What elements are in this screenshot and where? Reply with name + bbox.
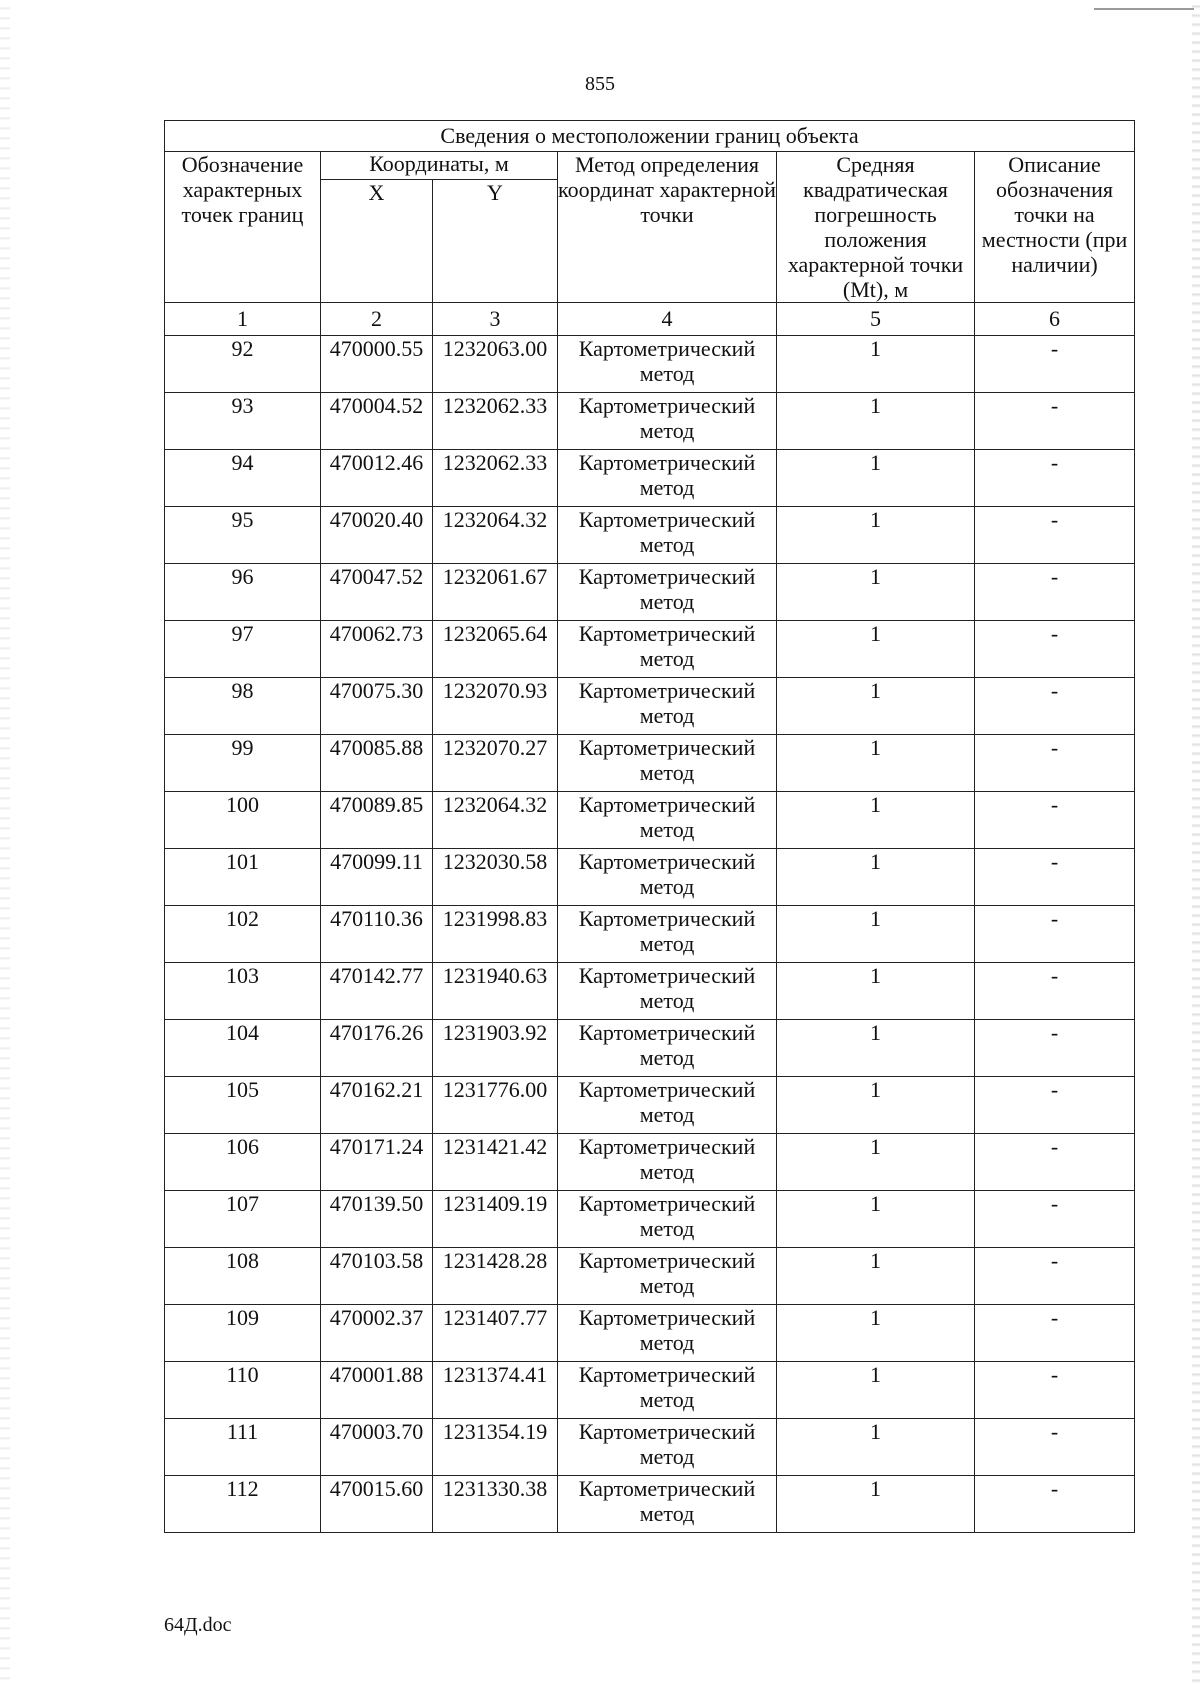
method-text-line: метод — [639, 760, 695, 785]
description-cell: - — [975, 1305, 1135, 1362]
coord-y-cell: 1232061.67 — [433, 564, 558, 621]
table-row — [165, 1362, 1135, 1419]
coord-x-cell: 470062.73 — [321, 621, 433, 678]
coord-y-cell: 1231409.19 — [433, 1191, 558, 1248]
table-row — [165, 507, 1135, 564]
coord-y-cell: 1231354.19 — [433, 1419, 558, 1476]
method-text-line: Картометрический — [578, 735, 756, 760]
point-designation-cell: 107 — [165, 1191, 321, 1248]
method-text-line: метод — [639, 1444, 695, 1469]
method-cell — [558, 1476, 777, 1533]
table-row — [165, 1020, 1135, 1077]
point-designation-cell: 106 — [165, 1134, 321, 1191]
point-designation-cell: 109 — [165, 1305, 321, 1362]
column-number: 4 — [558, 303, 777, 336]
method-cell — [558, 792, 777, 849]
description-cell: - — [975, 1419, 1135, 1476]
coord-y-cell: 1231421.42 — [433, 1134, 558, 1191]
method-cell — [558, 963, 777, 1020]
description-cell: - — [975, 507, 1135, 564]
mean-error-cell: 1 — [777, 1191, 975, 1248]
coord-x-cell: 470012.46 — [321, 450, 433, 507]
description-cell: - — [975, 1077, 1135, 1134]
coord-y-cell: 1232063.00 — [433, 336, 558, 393]
coord-y-cell: 1232062.33 — [433, 450, 558, 507]
method-text-line: метод — [639, 703, 695, 728]
point-designation-cell: 108 — [165, 1248, 321, 1305]
method-text-line: Картометрический — [578, 1362, 756, 1387]
coord-x-cell: 470000.55 — [321, 336, 433, 393]
method-cell — [558, 678, 777, 735]
point-designation-cell: 97 — [165, 621, 321, 678]
method-text-line: Картометрический — [578, 1419, 756, 1444]
method-cell — [558, 1362, 777, 1419]
column-number: 1 — [165, 303, 321, 336]
scan-mark — [1094, 8, 1194, 10]
coord-y-cell: 1231940.63 — [433, 963, 558, 1020]
table-row — [165, 1077, 1135, 1134]
column-number: 5 — [777, 303, 975, 336]
method-cell — [558, 336, 777, 393]
mean-error-cell: 1 — [777, 849, 975, 906]
method-text-line: метод — [639, 532, 695, 557]
method-text-line: метод — [639, 1273, 695, 1298]
method-cell — [558, 1077, 777, 1134]
method-cell — [558, 1248, 777, 1305]
coord-x-cell: 470110.36 — [321, 906, 433, 963]
coord-x-cell: 470004.52 — [321, 393, 433, 450]
coord-x-cell: 470142.77 — [321, 963, 433, 1020]
method-cell — [558, 564, 777, 621]
point-designation-cell: 101 — [165, 849, 321, 906]
coord-y-cell: 1231776.00 — [433, 1077, 558, 1134]
header-method: Метод определения координат характерной точки — [558, 152, 777, 303]
method-text-line: метод — [639, 1216, 695, 1241]
mean-error-cell: 1 — [777, 792, 975, 849]
method-text-line: Картометрический — [578, 849, 756, 874]
point-designation-cell: 93 — [165, 393, 321, 450]
table-body — [165, 336, 1135, 1533]
table-row — [165, 1248, 1135, 1305]
mean-error-cell: 1 — [777, 678, 975, 735]
method-text-line: Картометрический — [578, 963, 756, 988]
coord-y-cell: 1231998.83 — [433, 906, 558, 963]
table-row — [165, 1419, 1135, 1476]
table-row — [165, 849, 1135, 906]
mean-error-cell: 1 — [777, 735, 975, 792]
coord-x-cell: 470171.24 — [321, 1134, 433, 1191]
method-text-line: метод — [639, 1501, 695, 1526]
method-text-line: Картометрический — [578, 792, 756, 817]
mean-error-cell: 1 — [777, 963, 975, 1020]
header-y: Y — [433, 179, 558, 302]
method-cell — [558, 621, 777, 678]
method-cell — [558, 1134, 777, 1191]
mean-error-cell: 1 — [777, 393, 975, 450]
description-cell: - — [975, 735, 1135, 792]
point-designation-cell: 110 — [165, 1362, 321, 1419]
table-row — [165, 621, 1135, 678]
scan-edge-right — [1192, 0, 1200, 1686]
coord-y-cell: 1231330.38 — [433, 1476, 558, 1533]
point-designation-cell: 111 — [165, 1419, 321, 1476]
method-text-line: Картометрический — [578, 336, 756, 361]
description-cell: - — [975, 906, 1135, 963]
coord-x-cell: 470139.50 — [321, 1191, 433, 1248]
coord-x-cell: 470162.21 — [321, 1077, 433, 1134]
mean-error-cell: 1 — [777, 1305, 975, 1362]
coord-x-cell: 470089.85 — [321, 792, 433, 849]
coord-y-cell: 1231428.28 — [433, 1248, 558, 1305]
description-cell: - — [975, 450, 1135, 507]
point-designation-cell: 112 — [165, 1476, 321, 1533]
method-cell — [558, 735, 777, 792]
method-cell — [558, 1419, 777, 1476]
column-number: 6 — [975, 303, 1135, 336]
mean-error-cell: 1 — [777, 336, 975, 393]
coord-y-cell: 1232070.93 — [433, 678, 558, 735]
method-text-line: метод — [639, 361, 695, 386]
column-number: 2 — [321, 303, 433, 336]
mean-error-cell: 1 — [777, 1134, 975, 1191]
method-text-line: Картометрический — [578, 450, 756, 475]
method-text-line: Картометрический — [578, 1305, 756, 1330]
table-row — [165, 1305, 1135, 1362]
mean-error-cell: 1 — [777, 621, 975, 678]
method-text-line: Картометрический — [578, 1134, 756, 1159]
header-mean-error: Средняя квадратическая погрешность положения характерной точки (Mt), м — [777, 152, 975, 303]
mean-error-cell: 1 — [777, 564, 975, 621]
coord-y-cell: 1231407.77 — [433, 1305, 558, 1362]
coord-x-cell: 470003.70 — [321, 1419, 433, 1476]
point-designation-cell: 94 — [165, 450, 321, 507]
description-cell: - — [975, 678, 1135, 735]
coord-y-cell: 1231374.41 — [433, 1362, 558, 1419]
table-row — [165, 906, 1135, 963]
method-text-line: метод — [639, 1330, 695, 1355]
method-text-line: метод — [639, 418, 695, 443]
method-cell — [558, 450, 777, 507]
table-row — [165, 792, 1135, 849]
table-row — [165, 1476, 1135, 1533]
description-cell: - — [975, 1248, 1135, 1305]
mean-error-cell: 1 — [777, 507, 975, 564]
coord-x-cell: 470020.40 — [321, 507, 433, 564]
method-text-line: метод — [639, 988, 695, 1013]
method-text-line: метод — [639, 1387, 695, 1412]
description-cell: - — [975, 1476, 1135, 1533]
method-text-line: Картометрический — [578, 1476, 756, 1501]
description-cell: - — [975, 963, 1135, 1020]
point-designation-cell: 99 — [165, 735, 321, 792]
method-text-line: метод — [639, 1045, 695, 1070]
mean-error-cell: 1 — [777, 1077, 975, 1134]
description-cell: - — [975, 621, 1135, 678]
coord-x-cell: 470015.60 — [321, 1476, 433, 1533]
description-cell: - — [975, 792, 1135, 849]
description-cell: - — [975, 1134, 1135, 1191]
point-designation-cell: 100 — [165, 792, 321, 849]
mean-error-cell: 1 — [777, 1419, 975, 1476]
coord-x-cell: 470047.52 — [321, 564, 433, 621]
method-text-line: метод — [639, 1102, 695, 1127]
description-cell: - — [975, 564, 1135, 621]
point-designation-cell: 103 — [165, 963, 321, 1020]
coord-y-cell: 1232070.27 — [433, 735, 558, 792]
method-text-line: Картометрический — [578, 621, 756, 646]
coord-x-cell: 470075.30 — [321, 678, 433, 735]
header-point-description: Описание обозначения точки на местности (при наличии) — [975, 152, 1135, 303]
method-text-line: Картометрический — [578, 1248, 756, 1273]
method-cell — [558, 1191, 777, 1248]
method-text-line: Картометрический — [578, 393, 756, 418]
method-text-line: метод — [639, 475, 695, 500]
table-row — [165, 450, 1135, 507]
column-numbers-row — [165, 303, 1135, 336]
coord-y-cell: 1232030.58 — [433, 849, 558, 906]
method-text-line: метод — [639, 817, 695, 842]
method-text-line: Картометрический — [578, 1077, 756, 1102]
method-text-line: Картометрический — [578, 906, 756, 931]
method-text-line: Картометрический — [578, 1020, 756, 1045]
point-designation-cell: 96 — [165, 564, 321, 621]
table-row — [165, 1191, 1135, 1248]
table-row — [165, 1134, 1135, 1191]
coord-x-cell: 470099.11 — [321, 849, 433, 906]
coord-x-cell: 470001.88 — [321, 1362, 433, 1419]
coord-y-cell: 1232064.32 — [433, 507, 558, 564]
table-title: Сведения о местоположении границ объекта — [165, 121, 1135, 152]
description-cell: - — [975, 336, 1135, 393]
mean-error-cell: 1 — [777, 1476, 975, 1533]
coord-x-cell: 470085.88 — [321, 735, 433, 792]
point-designation-cell: 98 — [165, 678, 321, 735]
description-cell: - — [975, 1020, 1135, 1077]
mean-error-cell: 1 — [777, 1020, 975, 1077]
description-cell: - — [975, 1362, 1135, 1419]
mean-error-cell: 1 — [777, 1362, 975, 1419]
coord-x-cell: 470002.37 — [321, 1305, 433, 1362]
scan-edge-left — [0, 0, 10, 1686]
method-text-line: Картометрический — [578, 678, 756, 703]
method-cell — [558, 507, 777, 564]
method-text-line: метод — [639, 874, 695, 899]
table-row — [165, 336, 1135, 393]
boundary-coordinates-table — [164, 120, 1135, 1533]
method-text-line: метод — [639, 931, 695, 956]
method-cell — [558, 1305, 777, 1362]
coord-x-cell: 470103.58 — [321, 1248, 433, 1305]
description-cell: - — [975, 849, 1135, 906]
mean-error-cell: 1 — [777, 450, 975, 507]
method-cell — [558, 1020, 777, 1077]
method-text-line: Картометрический — [578, 507, 756, 532]
table-row — [165, 678, 1135, 735]
table-row — [165, 393, 1135, 450]
method-text-line: метод — [639, 646, 695, 671]
method-text-line: Картометрический — [578, 564, 756, 589]
method-cell — [558, 393, 777, 450]
method-cell — [558, 906, 777, 963]
column-number: 3 — [433, 303, 558, 336]
coord-y-cell: 1232065.64 — [433, 621, 558, 678]
point-designation-cell: 105 — [165, 1077, 321, 1134]
method-text-line: Картометрический — [578, 1191, 756, 1216]
coord-y-cell: 1232064.32 — [433, 792, 558, 849]
coord-y-cell: 1232062.33 — [433, 393, 558, 450]
table-row — [165, 963, 1135, 1020]
coord-x-cell: 470176.26 — [321, 1020, 433, 1077]
point-designation-cell: 104 — [165, 1020, 321, 1077]
table-row — [165, 735, 1135, 792]
method-cell — [558, 849, 777, 906]
description-cell: - — [975, 1191, 1135, 1248]
header-x: X — [321, 179, 433, 302]
page-number: 855 — [585, 73, 615, 95]
table-row — [165, 564, 1135, 621]
header-coordinates: Координаты, м — [321, 152, 558, 180]
coord-y-cell: 1231903.92 — [433, 1020, 558, 1077]
method-text-line: метод — [639, 589, 695, 614]
footer-filename: 64Д.doc — [164, 1614, 232, 1636]
mean-error-cell: 1 — [777, 906, 975, 963]
header-point-designation: Обозначение характерных точек границ — [165, 152, 321, 303]
method-text-line: метод — [639, 1159, 695, 1184]
point-designation-cell: 102 — [165, 906, 321, 963]
point-designation-cell: 92 — [165, 336, 321, 393]
point-designation-cell: 95 — [165, 507, 321, 564]
mean-error-cell: 1 — [777, 1248, 975, 1305]
description-cell: - — [975, 393, 1135, 450]
